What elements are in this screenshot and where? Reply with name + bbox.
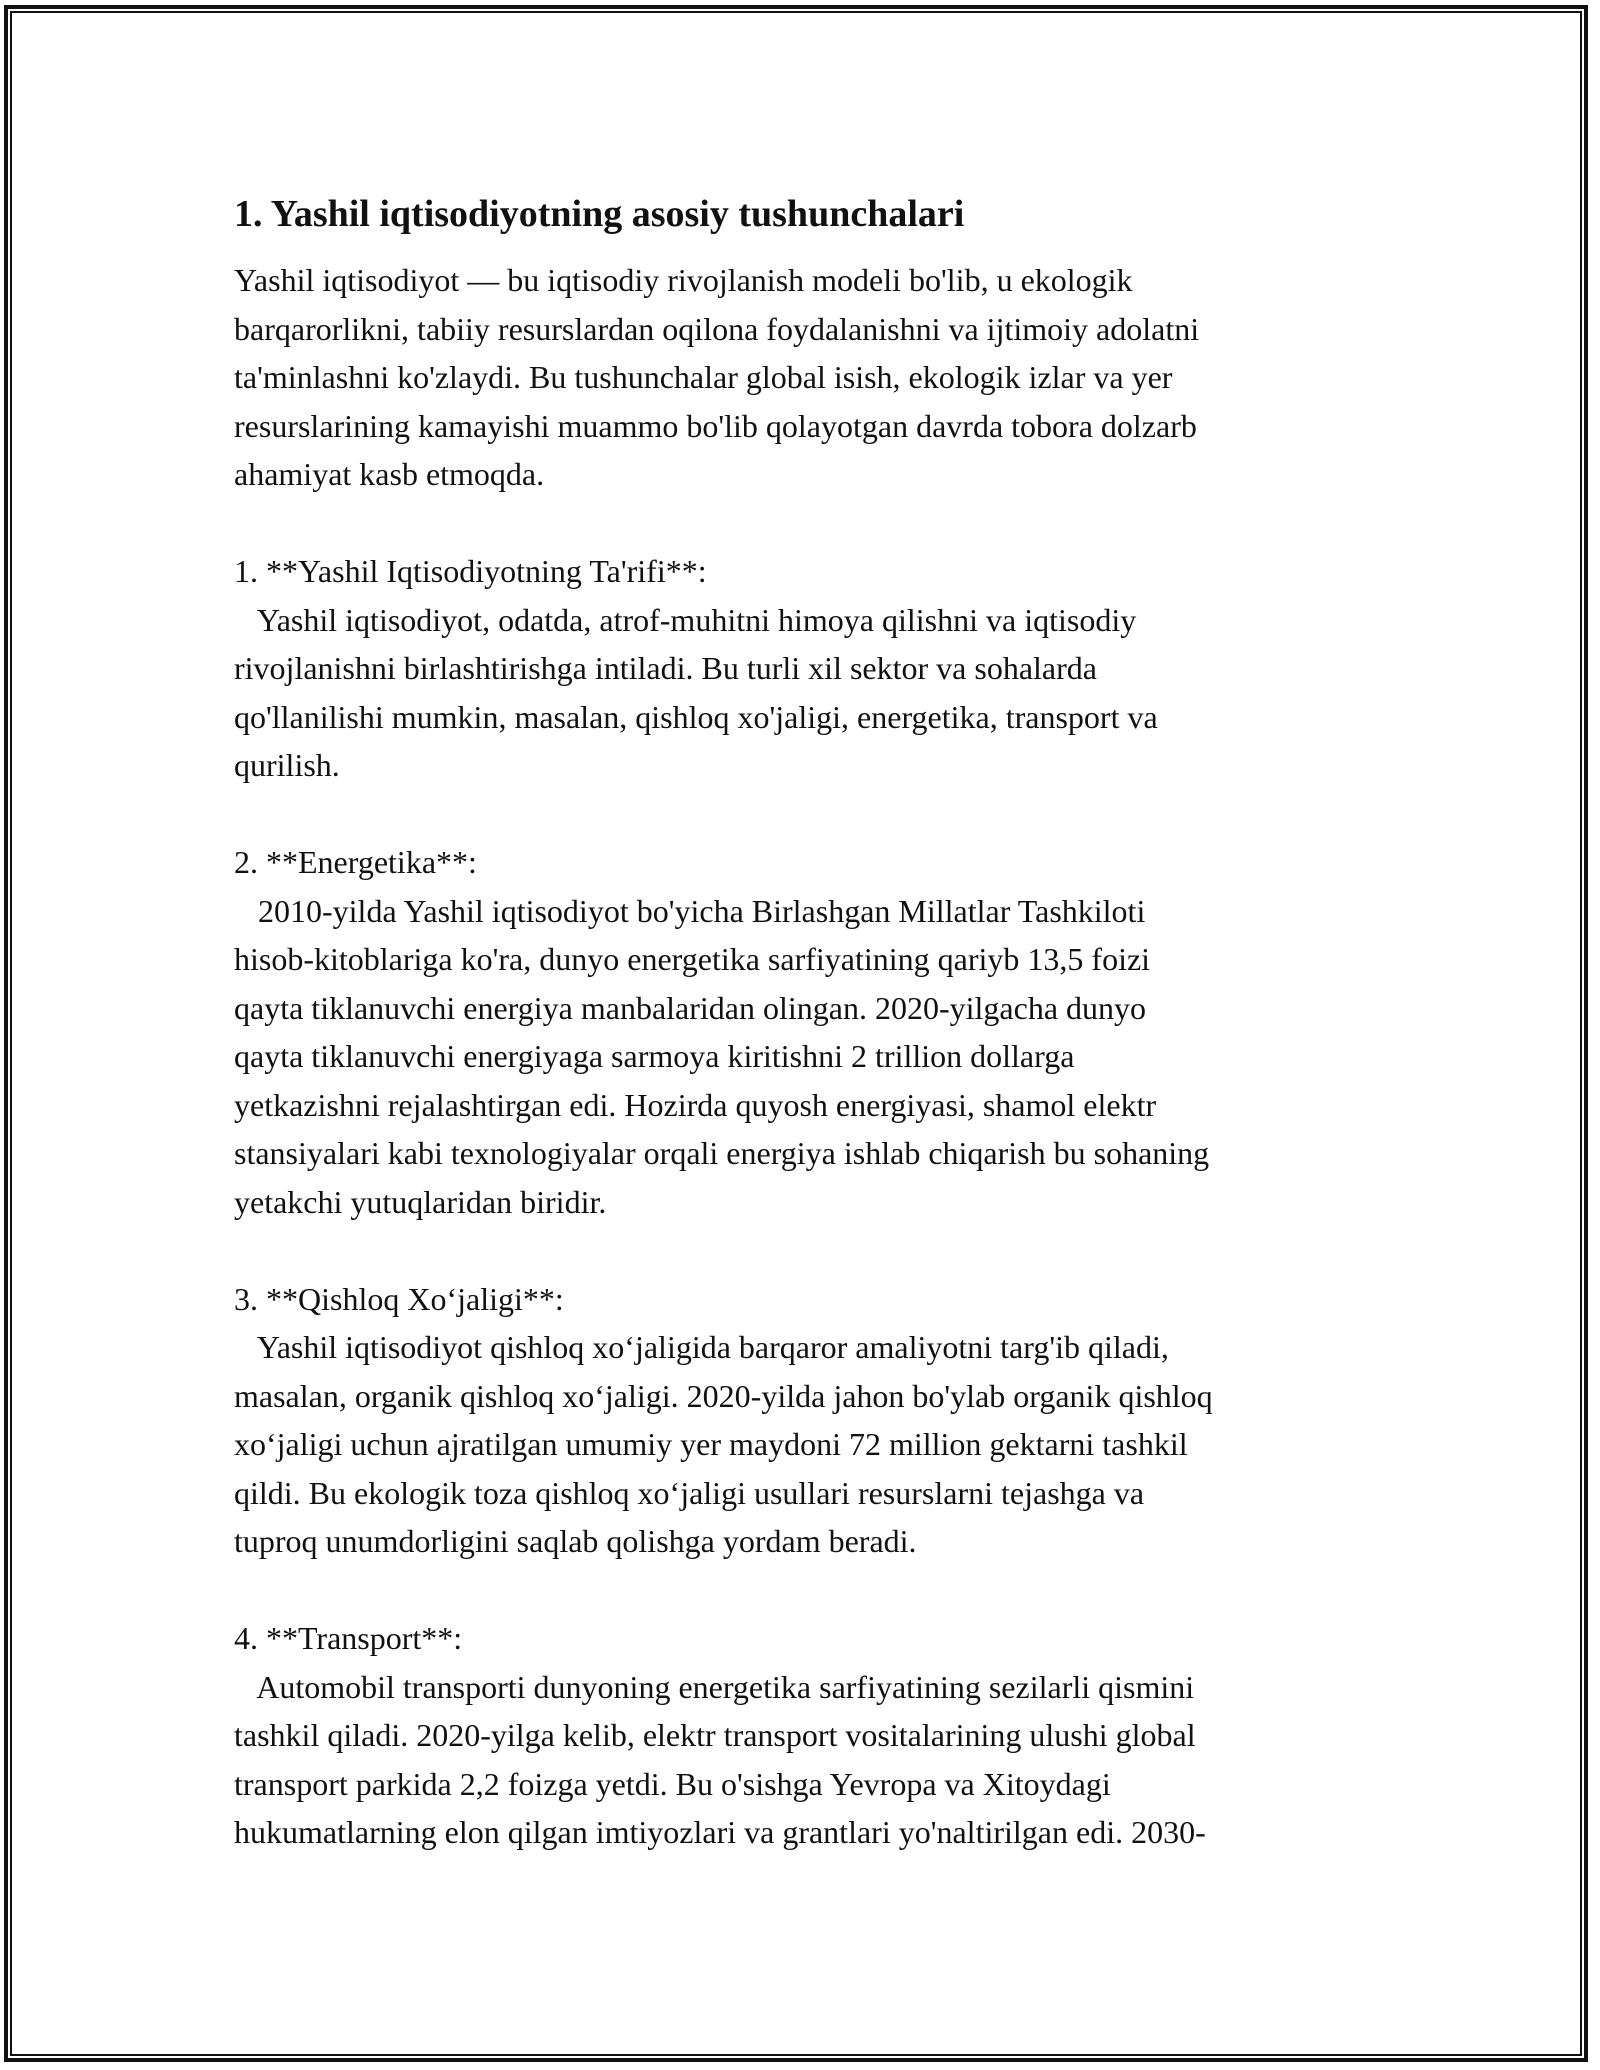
text-line: xo‘jaligi uchun ajratilgan umumiy yer maydoni 72 million gektarni tashkil	[234, 1426, 1188, 1462]
text-line: tuproq unumdorligini saqlab qolishga yordam beradi.	[234, 1523, 917, 1559]
text-line: hukumatlarning elon qilgan imtiyozlari va grantlari yo'naltirilgan edi. 2030-	[234, 1814, 1206, 1850]
text-line: yetkazishni rejalashtirgan edi. Hozirda quyosh energiyasi, shamol elektr	[234, 1086, 1157, 1123]
text-line: rivojlanishni birlashtirishga intiladi. Bu turli xil sektor va sohalarda	[234, 650, 1097, 686]
text-line: qayta tiklanuvchi energiyaga sarmoya kiritishni 2 trillion dollarga	[234, 1038, 1075, 1074]
document-body	[234, 188, 1374, 1857]
text-line: masalan, organik qishloq xo‘jaligi. 2020-yilda jahon bo'ylab organik qishloq	[234, 1377, 1213, 1414]
intro-paragraph	[234, 256, 1374, 499]
text-line: transport parkida 2,2 foizga yetdi. Bu o'sishga Yevropa va Xitoydagi	[234, 1765, 1111, 1802]
list-item-title: 2. **Energetika**:	[234, 844, 477, 880]
text-line: Automobil transporti dunyoning energetika sarfiyatining sezilarli qismini	[234, 1668, 1195, 1705]
list-item-energy	[234, 838, 1374, 1226]
section-heading: 1. Yashil iqtisodiyotning asosiy tushunchalari	[234, 193, 965, 235]
text-line: yetakchi yutuqlaridan biridir.	[234, 1183, 607, 1220]
text-line: resurslarining kamayishi muammo bo'lib qolayotgan davrda tobora dolzarb	[234, 407, 1197, 444]
text-line: stansiyalari kabi texnologiyalar orqali energiya ishlab chiqarish bu sohaning	[234, 1135, 1210, 1171]
text-line: ta'minlashni ko'zlaydi. Bu tushunchalar global isish, ekologik izlar va yer	[234, 359, 1173, 395]
list-item-title: 1. **Yashil Iqtisodiyotning Ta'rifi**:	[234, 553, 707, 589]
text-line: tashkil qiladi. 2020-yilga kelib, elektr transport vositalarining ulushi global	[234, 1717, 1196, 1753]
text-line: Yashil iqtisodiyot — bu iqtisodiy rivojlanish modeli bo'lib, u ekologik	[234, 262, 1133, 298]
text-line: Yashil iqtisodiyot qishloq xo‘jaligida barqaror amaliyotni targ'ib qiladi,	[234, 1329, 1169, 1365]
text-line: qurilish.	[234, 747, 340, 783]
text-line: qildi. Bu ekologik toza qishloq xo‘jaligi usullari resurslarni tejashga va	[234, 1474, 1145, 1511]
list-item-agriculture	[234, 1275, 1374, 1566]
list-item-title: 4. **Transport**:	[234, 1620, 463, 1656]
text-line: 2010-yilda Yashil iqtisodiyot bo'yicha Birlashgan Millatlar Tashkiloti	[234, 892, 1146, 929]
list-item-definition	[234, 547, 1374, 790]
text-line: ahamiyat kasb etmoqda.	[234, 456, 545, 492]
text-line: Yashil iqtisodiyot, odatda, atrof-muhitni himoya qilishni va iqtisodiy	[234, 601, 1137, 638]
list-item-title: 3. **Qishloq Xo‘jaligi**:	[234, 1280, 564, 1317]
text-line: barqarorlikni, tabiiy resurslardan oqilona foydalanishni va ijtimoiy adolatni	[234, 310, 1200, 347]
text-line: qayta tiklanuvchi energiya manbalaridan olingan. 2020-yilgacha dunyo	[234, 989, 1147, 1026]
list-item-transport	[234, 1614, 1374, 1857]
text-line: hisob-kitoblariga ko'ra, dunyo energetika sarfiyatining qariyb 13,5 foizi	[234, 941, 1151, 977]
text-line: qo'llanilishi mumkin, masalan, qishloq xo'jaligi, energetika, transport va	[234, 698, 1158, 735]
